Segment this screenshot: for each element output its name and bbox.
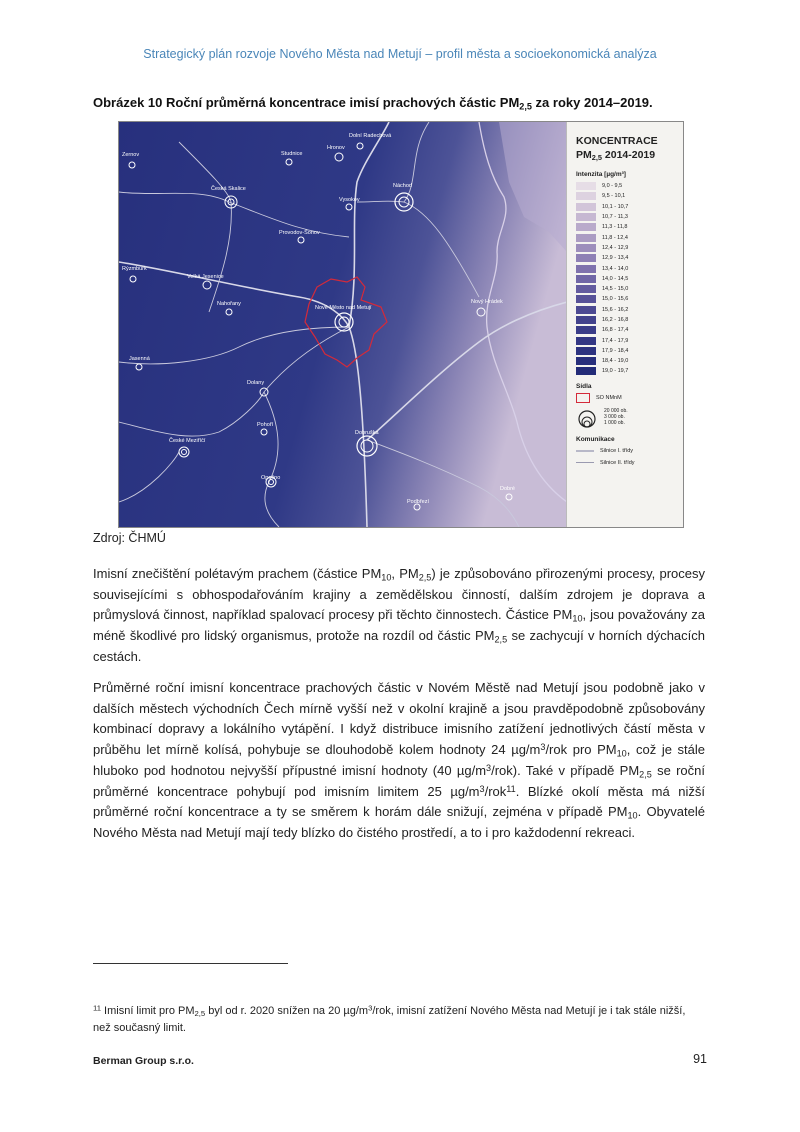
legend-swatch (576, 347, 596, 355)
legend-road1-row: Silnice I. třídy (576, 445, 683, 457)
svg-text:Nový Hrádek: Nový Hrádek (471, 299, 503, 305)
legend-subtitle: $PM_{2,5}$ 2014-2019 (576, 149, 656, 162)
legend-class-label: 14,5 - 15,0 (602, 286, 629, 293)
legend-class-item (576, 253, 683, 263)
legend-swatch (576, 192, 596, 200)
svg-text:Nahořany: Nahořany (217, 301, 241, 307)
legend-class-item (576, 294, 683, 304)
legend-swatch (576, 182, 596, 190)
svg-text:Provodov-Šonov: Provodov-Šonov (279, 230, 320, 236)
svg-text:Pohoří: Pohoří (257, 422, 274, 428)
svg-text:Česká Skalice: Česká Skalice (211, 186, 246, 192)
footnote-11: $^{11}$ Imisní limit pro $PM_{2,5}$ byl od r. 2020 snížen na 20 $\mu g/m^3$/rok, imisní zatížení Nového Města nad Metují je i tak stále nižší, než současný limit. (93, 1003, 686, 1034)
legend-swatch (576, 306, 596, 314)
legend-class-item (576, 274, 683, 284)
map-canvas (119, 122, 567, 527)
legend-class-label: 11,3 - 11,8 (602, 224, 628, 231)
legend-swatch (576, 213, 596, 221)
legend-class-label: 15,6 - 16,2 (602, 306, 629, 313)
legend-class-label: 17,4 - 17,9 (602, 337, 629, 344)
svg-text:Zernov: Zernov (122, 152, 140, 158)
legend-class-label: 9,0 - 9,5 (602, 183, 623, 190)
legend-so-row: SO NMnM (576, 392, 683, 404)
legend-road2-row: Silnice II. třídy (576, 457, 683, 469)
legend-title: KONCENTRACE (576, 135, 658, 147)
legend-swatch (576, 326, 596, 334)
so-swatch-icon (576, 393, 590, 403)
legend-class-label: 14,0 - 14,5 (602, 275, 629, 282)
legend-intensity-label: Intenzita [µg/m³] (576, 171, 626, 178)
legend-class-item (576, 356, 683, 366)
legend-class-item (576, 263, 683, 273)
legend-roads-label: Komunikace (576, 435, 615, 443)
legend-settlements-label: Sídla (576, 382, 592, 390)
legend-class-item (576, 222, 683, 232)
svg-text:Hronov: Hronov (327, 145, 345, 151)
svg-text:Opočno: Opočno (261, 475, 281, 481)
legend-swatch (576, 275, 596, 283)
figure-caption: Obrázek 10 Roční průměrná koncentrace imisí prachových částic $PM_{2,5}$ za roky 2014–2019. (93, 95, 653, 112)
legend-swatch (576, 295, 596, 303)
legend-class-item (576, 232, 683, 242)
svg-text:Rýzmburk: Rýzmburk (122, 266, 147, 272)
legend-swatch (576, 367, 596, 375)
paragraph-2: Průměrné roční imisní koncentrace prachových částic v Novém Městě nad Metují jsou podobně jako v dalších městech východních Čech mírně vyšší než v okolní krajině a jsou pravděpodobně způsobovány kombinací dopravy a lokálního vytápění. I když distribuce imisního zatížení jednotlivých částí města v průběhu let mírně kolísá, pohybuje se dlouhodobě kolem hodnoty 24 $\mu g/m^3$/rok pro $PM_{10}$, což je stále hluboko pod hodnotou nejvyšší přípustné imisní hodnoty (40 $\mu g/m^3/rok$). Také v případě $PM_{2,5}$ se roční průměrné koncentrace pohybují pod imisním limitem 25 $\mu g/m^3/rok^{11}$. Blízké okolí města má nižší průměrné roční koncentrace a ty se směrem k horám dále snižují, zejména v případě $PM_{10}$. Obyvatelé Nového Města nad Metují mají tedy blízko do čistého prostředí, a to i pro každodenní rekreaci. (93, 680, 706, 840)
road1-line-icon (576, 450, 594, 452)
legend-class-item (576, 325, 683, 335)
paragraph-1: Imisní znečištění polétavým prachem (částice $PM_{10}$, $PM_{2,5}$) je způsobováno přirozenými procesy, procesy souvisejícími s obhospodařováním krajiny a zemědělskou činností, dalším zdrojem je doprava a průmyslová činnost, například spalovací procesy při těchto činnostech. Částice $PM_{10}$, jsou považovány za méně škodlivé pro lidský organismus, protože na rozdíl od částic $PM_{2,5}$ se zachycují v horních dýchacích cestách. (93, 566, 705, 664)
legend-class-item (576, 243, 683, 253)
legend-swatch (576, 285, 596, 293)
legend-swatch (576, 265, 596, 273)
legend-class-label: 11,8 - 12,4 (602, 234, 628, 241)
legend-class-item (576, 315, 683, 325)
legend-swatch (576, 223, 596, 231)
footnote-reference[interactable]: 11 (506, 783, 516, 794)
legend-class-item (576, 212, 683, 222)
map-legend (566, 122, 683, 527)
legend-class-label: 16,8 - 17,4 (602, 327, 629, 334)
legend-class-item (576, 305, 683, 315)
city-size-icon (576, 406, 598, 428)
legend-class-label: 10,7 - 11,3 (602, 214, 628, 221)
svg-text:Dobré: Dobré (500, 486, 515, 492)
legend-class-label: 13,4 - 14,0 (602, 265, 629, 272)
svg-text:Náchod: Náchod (393, 183, 412, 189)
svg-text:Velká Jesenice: Velká Jesenice (187, 274, 224, 280)
svg-text:České Meziříčí: České Meziříčí (169, 438, 206, 444)
legend-city-sizes: 20 000 ob. 3 000 ob. 1 000 ob. (576, 404, 683, 430)
legend-classes (567, 181, 683, 377)
svg-text:Nové Město nad Metují: Nové Město nad Metují (315, 305, 372, 311)
legend-class-item (576, 181, 683, 191)
legend-swatch (576, 254, 596, 262)
svg-text:Dolní Radechová: Dolní Radechová (349, 133, 392, 139)
svg-text:Jasenná: Jasenná (129, 356, 150, 362)
legend-class-label: 17,9 - 18,4 (602, 347, 629, 354)
figure-source: Zdroj: ČHMÚ (93, 531, 166, 545)
legend-swatch (576, 203, 596, 211)
legend-swatch (576, 357, 596, 365)
page-number: 91 (693, 1052, 707, 1066)
legend-class-item (576, 366, 683, 376)
footnote-divider (93, 963, 288, 964)
legend-class-item (576, 284, 683, 294)
legend-class-label: 18,4 - 19,0 (602, 358, 629, 365)
legend-class-label: 9,5 - 10,1 (602, 193, 626, 200)
pm-concentration-map (118, 121, 684, 528)
legend-class-label: 16,2 - 16,8 (602, 317, 629, 323)
legend-swatch (576, 234, 596, 242)
svg-text:Dolany: Dolany (247, 380, 265, 386)
svg-text:Studnice: Studnice (281, 151, 303, 157)
legend-swatch (576, 316, 596, 324)
legend-swatch (576, 337, 596, 345)
legend-class-label: 10,1 - 10,7 (602, 203, 629, 210)
svg-text:Podbřezí: Podbřezí (407, 499, 430, 505)
legend-class-label: 19,0 - 19,7 (602, 368, 629, 375)
legend-class-item (576, 191, 683, 201)
concentration-surface (119, 122, 567, 527)
legend-class-label: 15,0 - 15,6 (602, 296, 629, 303)
legend-class-item (576, 335, 683, 345)
svg-text:Dobruška: Dobruška (355, 430, 379, 436)
svg-text:Vysokov: Vysokov (339, 197, 360, 203)
legend-class-label: 12,4 - 12,9 (602, 244, 629, 251)
legend-class-item (576, 346, 683, 356)
legend-class-item (576, 202, 683, 212)
road2-line-icon (576, 462, 594, 463)
legend-swatch (576, 244, 596, 252)
legend-class-label: 12,9 - 13,4 (602, 255, 629, 262)
footer-company: Berman Group s.r.o. (93, 1055, 194, 1067)
running-header: Strategický plán rozvoje Nového Města nad Metují – profil města a socioekonomická analýza (143, 47, 657, 61)
